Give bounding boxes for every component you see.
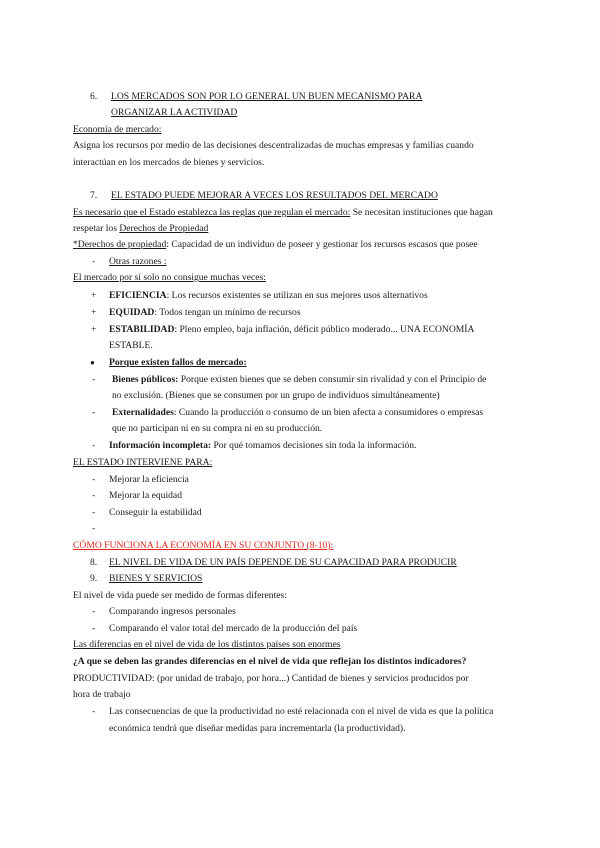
dash-marker: -: [92, 623, 96, 634]
question-line: ¿A que se deben las grandes diferencias en el nivel de vida que reflejan los distintos indicadores?: [73, 656, 467, 667]
consequence-text-line2: económica tendrá que diseñar medidas para incrementarla (la productividad).: [109, 723, 406, 734]
consequence-text: Las consecuencias de que la productividad no esté relacionada con el nivel de vida es que la política: [109, 706, 494, 717]
list-item-equity: [109, 307, 301, 319]
public-goods-text-line2: no exclusión. (Bienes que se consumen por un grupo de individuos simultáneamente): [112, 390, 440, 401]
property-rights-link: Derechos de Propiedad: [119, 223, 209, 234]
efficiency-term: EFICIENCIA: [109, 290, 167, 301]
section-6-number: 6.: [90, 91, 98, 102]
plus-marker: +: [91, 307, 97, 318]
section-7-title: EL ESTADO PUEDE MEJORAR A VECES LOS RESULTADOS DEL MERCADO: [111, 190, 438, 201]
plus-marker: +: [91, 290, 97, 301]
stability-text: : Pleno empleo, baja inflación, déficit público moderado... UNA ECONOMÍA: [174, 324, 475, 335]
equity-text: : Todos tengan un mínimo de recursos: [154, 307, 301, 318]
property-rights-plain: respetar los: [73, 223, 120, 234]
public-goods-term: Bienes públicos:: [112, 374, 179, 385]
dash-marker: -: [92, 474, 96, 485]
list-item: Conseguir la estabilidad: [109, 507, 202, 518]
dash-marker: -: [92, 606, 96, 617]
dash-marker: -: [92, 706, 96, 717]
externalities-text-line2: que no participan ni en su compra ni en su producción.: [112, 423, 323, 434]
externalities-text: : Cuando la producción o consumo de un bien afecta a consumidores o empresas: [173, 407, 484, 418]
list-item-incomplete-info: [109, 440, 417, 452]
list-item-externalities: [112, 407, 483, 419]
dash-marker: -: [92, 374, 96, 385]
section-9-number: 9.: [90, 573, 98, 584]
market-economy-definition: Asigna los recursos por medio de las decisiones descentralizadas de muchas empresas y familias cuando: [73, 140, 474, 151]
dash-marker: -: [92, 523, 96, 534]
section-9-title: BIENES Y SERVICIOS: [109, 573, 203, 584]
section-6-title-line2: ORGANIZAR LA ACTIVIDAD: [111, 107, 238, 118]
dash-marker: -: [92, 407, 96, 418]
differences-line: Las diferencias en el nivel de vida de los distintos países son enormes: [73, 639, 341, 650]
efficiency-text: : Los recursos existentes se utilizan en sus mejores usos alternativos: [166, 290, 428, 301]
dash-marker: -: [92, 440, 96, 451]
list-item: Comparando el valor total del mercado de la producción del país: [109, 623, 358, 634]
state-rules-rest: Se necesitan instituciones que hagan: [350, 207, 493, 218]
list-item-stability: [109, 324, 474, 336]
state-rules-paragraph: [73, 207, 493, 219]
productivity-definition: PRODUCTIVIDAD: (por unidad de trabajo, por hora...) Cantidad de bienes y servicios producidos por: [73, 673, 469, 684]
plus-marker: +: [91, 324, 97, 335]
list-item-public-goods: [112, 374, 486, 386]
section-8-number: 8.: [90, 557, 98, 568]
stability-term: ESTABILIDAD: [109, 324, 175, 335]
list-item: Mejorar la equidad: [109, 490, 182, 501]
property-rights-term: *Derechos de propiedad: [73, 239, 167, 250]
stability-text-line2: ESTABLE.: [109, 340, 153, 351]
otras-dash: -: [92, 256, 96, 267]
market-failures-heading: Porque existen fallos de mercado:: [109, 357, 247, 368]
section-7-number: 7.: [90, 190, 98, 201]
dash-marker: -: [92, 490, 96, 501]
equity-term: EQUIDAD: [109, 307, 155, 318]
state-intervenes-heading: EL ESTADO INTERVIENE PARA:: [73, 457, 213, 468]
externalities-term: Externalidades: [112, 407, 174, 418]
market-fails-heading: El mercado por sí solo no consigue muchas veces:: [73, 272, 266, 283]
incomplete-info-text: Por qué tomamos decisiones sin toda la información.: [211, 440, 417, 451]
section-6-title: LOS MERCADOS SON POR LO GENERAL UN BUEN MECANISMO PARA: [111, 91, 423, 102]
incomplete-info-term: Información incompleta:: [109, 440, 212, 451]
living-standard-intro: El nivel de vida puede ser medido de formas diferentes:: [73, 590, 287, 601]
property-rights-definition: [73, 239, 478, 251]
state-rules-underlined: Es necesario que el Estado establezca las reglas que regulan el mercado:: [73, 207, 351, 218]
economy-heading: CÓMO FUNCIONA LA ECONOMÍA EN SU CONJUNTO (8-10):: [73, 540, 334, 551]
list-item: Comparando ingresos personales: [109, 606, 236, 617]
productivity-definition-line2: hora de trabajo: [73, 689, 131, 700]
market-economy-definition-line2: interactúan en los mercados de bienes y servicios.: [73, 157, 265, 168]
list-item: Mejorar la eficiencia: [109, 474, 189, 485]
other-reasons: Otras razones :: [109, 256, 167, 267]
list-item-efficiency: [109, 290, 428, 302]
market-economy-term: Economía de mercado:: [73, 124, 162, 135]
dash-marker: -: [92, 507, 96, 518]
bullet-dot: ●: [90, 358, 95, 367]
public-goods-text: Porque existen bienes que se deben consumir sin rivalidad y con el Principio de: [178, 374, 487, 385]
property-rights-text: : Capacidad de un individuo de poseer y gestionar los recursos escasos que posee: [166, 239, 478, 250]
property-rights-line: [73, 223, 208, 235]
section-8-title: EL NIVEL DE VIDA DE UN PAÍS DEPENDE DE SU CAPACIDAD PARA PRODUCIR: [109, 557, 457, 568]
